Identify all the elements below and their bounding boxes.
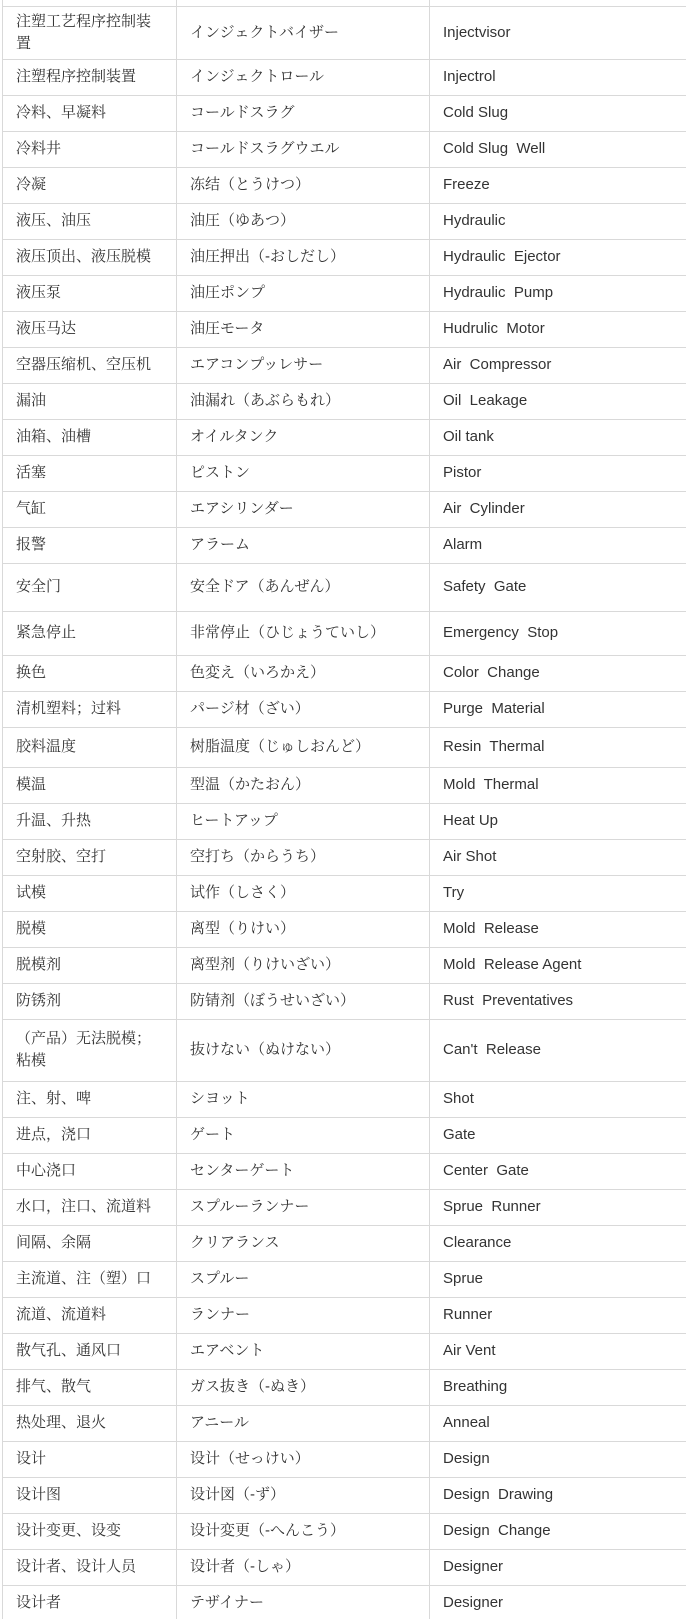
table-row xyxy=(3,655,686,691)
cell-japanese-term: 设计（せっけい） xyxy=(177,1441,430,1477)
cell-japanese-term: 试作（しさく） xyxy=(177,875,430,911)
glossary-table-body xyxy=(3,0,686,1619)
table-row xyxy=(3,491,686,527)
cell-english-term: Design Change xyxy=(430,1513,686,1549)
cell-english-term: Designer xyxy=(430,1549,686,1585)
cell-japanese-term: アニール xyxy=(177,1405,430,1441)
cell-japanese-term: センターゲート xyxy=(177,1153,430,1189)
cell-japanese-term: パージ材（ざい） xyxy=(177,691,430,727)
table-row xyxy=(3,1261,686,1297)
cell-english-term: Sprue Runner xyxy=(430,1189,686,1225)
cell-english-term: Injectrol xyxy=(430,59,686,95)
table-row xyxy=(3,311,686,347)
table-row xyxy=(3,1297,686,1333)
cell-english-term: Safety Gate xyxy=(430,563,686,611)
table-row xyxy=(3,167,686,203)
cell-japanese-term: エアシリンダー xyxy=(177,491,430,527)
table-row xyxy=(3,1441,686,1477)
table-row xyxy=(3,59,686,95)
table-row xyxy=(3,1117,686,1153)
table-row xyxy=(3,983,686,1019)
cell-japanese-term: 冻结（とうけつ） xyxy=(177,167,430,203)
table-row xyxy=(3,1513,686,1549)
cell-chinese-term: 中心浇口 xyxy=(3,1153,177,1189)
cell-english-term: Runner xyxy=(430,1297,686,1333)
table-row xyxy=(3,1019,686,1081)
cell-chinese-term: 注塑工艺程序控制装置 xyxy=(3,6,177,59)
cell-japanese-term: ランナー xyxy=(177,1297,430,1333)
cell-english-term: Emergency Stop xyxy=(430,611,686,655)
table-row xyxy=(3,767,686,803)
cell-english-term: Oil tank xyxy=(430,419,686,455)
cell-japanese-term: クリアランス xyxy=(177,1225,430,1261)
cell-japanese-term: 油圧（ゆあつ） xyxy=(177,203,430,239)
cell-japanese-term: ピストン xyxy=(177,455,430,491)
cell-chinese-term: 安全门 xyxy=(3,563,177,611)
cell-chinese-term: 热处理、退火 xyxy=(3,1405,177,1441)
cell-chinese-term: 设计 xyxy=(3,1441,177,1477)
cell-chinese-term: 液压泵 xyxy=(3,275,177,311)
cell-chinese-term: 液压顶出、液压脱模 xyxy=(3,239,177,275)
cell-japanese-term: 空打ち（からうち） xyxy=(177,839,430,875)
cell-chinese-term: 冷料、早凝料 xyxy=(3,95,177,131)
cell-english-term: Cold Slug Well xyxy=(430,131,686,167)
table-row xyxy=(3,911,686,947)
table-row xyxy=(3,839,686,875)
cell-japanese-term: 树脂温度（じゅしおんど） xyxy=(177,727,430,767)
cell-chinese-term: 设计者 xyxy=(3,1585,177,1619)
cell-english-term: Freeze xyxy=(430,167,686,203)
cell-japanese-term: 型温（かたおん） xyxy=(177,767,430,803)
cell-japanese-term: 油漏れ（あぶらもれ） xyxy=(177,383,430,419)
cell-english-term: Mold Release Agent xyxy=(430,947,686,983)
cell-english-term: Hydraulic xyxy=(430,203,686,239)
table-row xyxy=(3,803,686,839)
cell-english-term: Pistor xyxy=(430,455,686,491)
table-row xyxy=(3,131,686,167)
cell-chinese-term: 换色 xyxy=(3,655,177,691)
table-row xyxy=(3,727,686,767)
cell-chinese-term: 注塑程序控制装置 xyxy=(3,59,177,95)
cell-japanese-term: 离型（りけい） xyxy=(177,911,430,947)
cell-english-term: Gate xyxy=(430,1117,686,1153)
cell-english-term: Hydraulic Ejector xyxy=(430,239,686,275)
cell-chinese-term: 间隔、余隔 xyxy=(3,1225,177,1261)
cell-chinese-term: 气缸 xyxy=(3,491,177,527)
table-row xyxy=(3,6,686,59)
cell-chinese-term: 防锈剂 xyxy=(3,983,177,1019)
glossary-table xyxy=(2,0,686,1619)
table-row xyxy=(3,1153,686,1189)
cell-japanese-term: スプルー xyxy=(177,1261,430,1297)
table-row xyxy=(3,455,686,491)
cell-english-term: Hydraulic Pump xyxy=(430,275,686,311)
cell-japanese-term: 油圧ポンプ xyxy=(177,275,430,311)
cell-chinese-term: 冷凝 xyxy=(3,167,177,203)
cell-chinese-term: 油箱、油槽 xyxy=(3,419,177,455)
cell-chinese-term: 紧急停止 xyxy=(3,611,177,655)
cell-chinese-term: 空器压缩机、空压机 xyxy=(3,347,177,383)
cell-japanese-term: 设计図（-ず） xyxy=(177,1477,430,1513)
cell-chinese-term: 试模 xyxy=(3,875,177,911)
cell-chinese-term: 活塞 xyxy=(3,455,177,491)
cell-japanese-term: コールドスラグウエル xyxy=(177,131,430,167)
cell-japanese-term: スプルーランナー xyxy=(177,1189,430,1225)
cell-english-term: Air Vent xyxy=(430,1333,686,1369)
table-row xyxy=(3,1405,686,1441)
table-row xyxy=(3,419,686,455)
cell-chinese-term: 胶料温度 xyxy=(3,727,177,767)
cell-chinese-term: 升温、升热 xyxy=(3,803,177,839)
cell-japanese-term: アラーム xyxy=(177,527,430,563)
cell-japanese-term: 设计変更（-へんこう） xyxy=(177,1513,430,1549)
cell-chinese-term: 散气孔、通风口 xyxy=(3,1333,177,1369)
cell-chinese-term: 水口，注口、流道料 xyxy=(3,1189,177,1225)
table-row xyxy=(3,95,686,131)
cell-japanese-term: テザイナー xyxy=(177,1585,430,1619)
cell-chinese-term: 排气、散气 xyxy=(3,1369,177,1405)
cell-english-term: Purge Material xyxy=(430,691,686,727)
cell-english-term: Rust Preventatives xyxy=(430,983,686,1019)
cell-chinese-term: 模温 xyxy=(3,767,177,803)
cell-english-term: Anneal xyxy=(430,1405,686,1441)
table-row xyxy=(3,1333,686,1369)
cell-chinese-term: 脱模剂 xyxy=(3,947,177,983)
cell-japanese-term: ガス抜き（-ぬき） xyxy=(177,1369,430,1405)
cell-japanese-term: エアコンプッレサー xyxy=(177,347,430,383)
cell-english-term: Alarm xyxy=(430,527,686,563)
cell-chinese-term: 漏油 xyxy=(3,383,177,419)
table-row xyxy=(3,947,686,983)
cell-english-term: Mold Thermal xyxy=(430,767,686,803)
cell-chinese-term: 报警 xyxy=(3,527,177,563)
cell-english-term: Mold Release xyxy=(430,911,686,947)
cell-english-term: Can't Release xyxy=(430,1019,686,1081)
cell-chinese-term: 液压马达 xyxy=(3,311,177,347)
table-row xyxy=(3,1477,686,1513)
cell-japanese-term: コールドスラグ xyxy=(177,95,430,131)
table-row xyxy=(3,275,686,311)
cell-english-term: Design Drawing xyxy=(430,1477,686,1513)
cell-english-term: Center Gate xyxy=(430,1153,686,1189)
table-row xyxy=(3,1081,686,1117)
cell-english-term: Sprue xyxy=(430,1261,686,1297)
cell-english-term: Air Compressor xyxy=(430,347,686,383)
cell-chinese-term: （产品）无法脱模；粘模 xyxy=(3,1019,177,1081)
cell-chinese-term: 脱模 xyxy=(3,911,177,947)
cell-japanese-term: 离型剂（りけいざい） xyxy=(177,947,430,983)
table-row xyxy=(3,1549,686,1585)
cell-japanese-term: ゲート xyxy=(177,1117,430,1153)
table-row xyxy=(3,239,686,275)
cell-chinese-term: 空射胶、空打 xyxy=(3,839,177,875)
cell-japanese-term: 油圧モータ xyxy=(177,311,430,347)
cell-english-term: Air Cylinder xyxy=(430,491,686,527)
cell-japanese-term: インジェクトロール xyxy=(177,59,430,95)
table-row xyxy=(3,611,686,655)
cell-english-term: Resin Thermal xyxy=(430,727,686,767)
cell-japanese-term: インジェクトバイザー xyxy=(177,6,430,59)
cell-chinese-term: 主流道、注（塑）口 xyxy=(3,1261,177,1297)
cell-english-term: Hudrulic Motor xyxy=(430,311,686,347)
cell-english-term: Air Shot xyxy=(430,839,686,875)
cell-chinese-term: 液压、油压 xyxy=(3,203,177,239)
cell-english-term: Injectvisor xyxy=(430,6,686,59)
table-row xyxy=(3,383,686,419)
cell-english-term: Try xyxy=(430,875,686,911)
cell-chinese-term: 设计者、设计人员 xyxy=(3,1549,177,1585)
cell-japanese-term: エアベント xyxy=(177,1333,430,1369)
cell-english-term: Heat Up xyxy=(430,803,686,839)
cell-chinese-term: 注、射、啤 xyxy=(3,1081,177,1117)
cell-japanese-term: 油圧押出（-おしだし） xyxy=(177,239,430,275)
cell-japanese-term: 安全ドア（あんぜん） xyxy=(177,563,430,611)
cell-japanese-term: ヒートアップ xyxy=(177,803,430,839)
cell-japanese-term: 色変え（いろかえ） xyxy=(177,655,430,691)
table-row xyxy=(3,527,686,563)
cell-english-term: Designer xyxy=(430,1585,686,1619)
cell-japanese-term: シヨット xyxy=(177,1081,430,1117)
table-row xyxy=(3,347,686,383)
cell-japanese-term: 设计者（-しゃ） xyxy=(177,1549,430,1585)
table-row xyxy=(3,1189,686,1225)
cell-japanese-term: 防锖剂（ぼうせいざい） xyxy=(177,983,430,1019)
table-row xyxy=(3,203,686,239)
cell-chinese-term: 设计图 xyxy=(3,1477,177,1513)
table-row xyxy=(3,691,686,727)
table-row xyxy=(3,1369,686,1405)
cell-english-term: Cold Slug xyxy=(430,95,686,131)
cell-english-term: Shot xyxy=(430,1081,686,1117)
table-row xyxy=(3,875,686,911)
cell-english-term: Breathing xyxy=(430,1369,686,1405)
cell-japanese-term: オイルタンク xyxy=(177,419,430,455)
cell-japanese-term: 抜けない（ぬけない） xyxy=(177,1019,430,1081)
table-row xyxy=(3,1585,686,1619)
cell-japanese-term: 非常停止（ひじょうていし） xyxy=(177,611,430,655)
cell-chinese-term: 设计变更、设变 xyxy=(3,1513,177,1549)
cell-english-term: Oil Leakage xyxy=(430,383,686,419)
cell-english-term: Design xyxy=(430,1441,686,1477)
cell-english-term: Clearance xyxy=(430,1225,686,1261)
cell-chinese-term: 进点，浇口 xyxy=(3,1117,177,1153)
table-row xyxy=(3,1225,686,1261)
cell-chinese-term: 清机塑料；过料 xyxy=(3,691,177,727)
cell-chinese-term: 流道、流道料 xyxy=(3,1297,177,1333)
cell-english-term: Color Change xyxy=(430,655,686,691)
table-row xyxy=(3,563,686,611)
cell-chinese-term: 冷料井 xyxy=(3,131,177,167)
